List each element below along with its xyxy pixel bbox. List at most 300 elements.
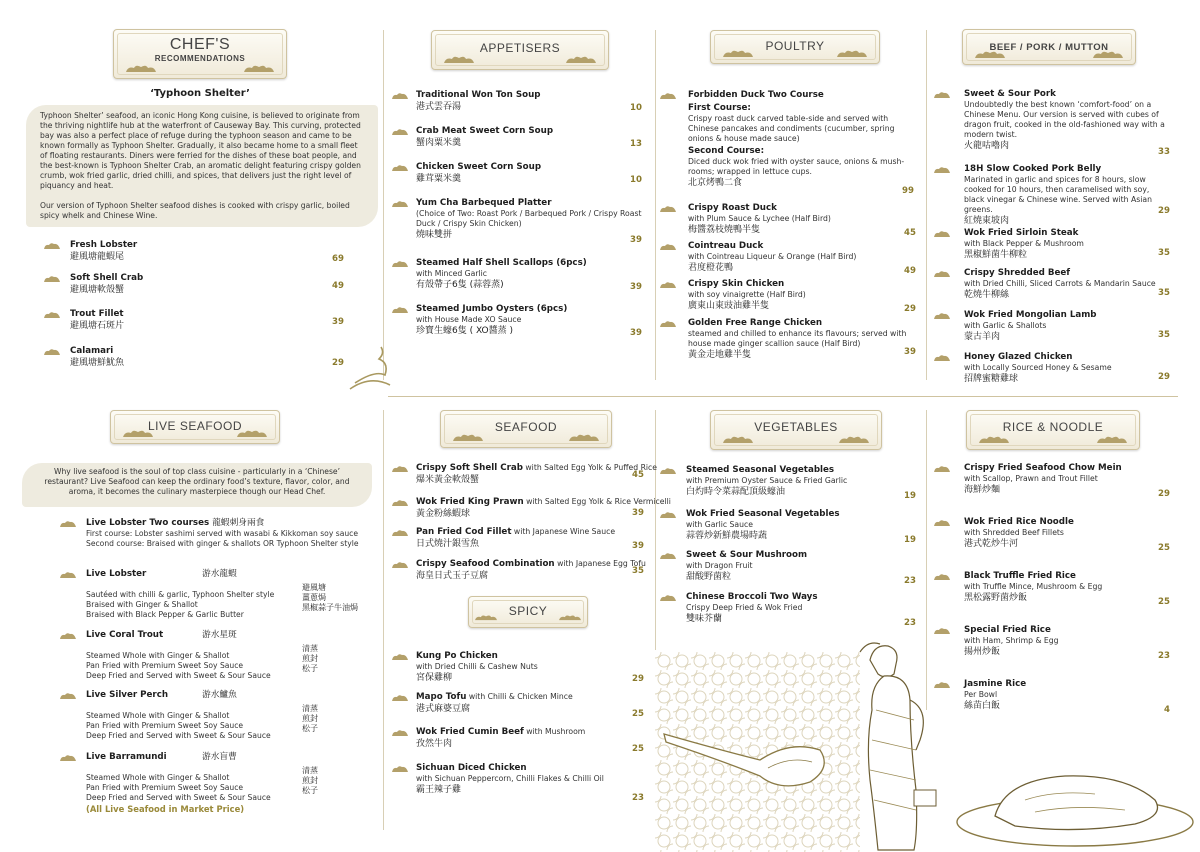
cloud-ornament-icon — [839, 435, 869, 444]
item-description: with Cointreau Liqueur & Orange (Half Bird) — [688, 252, 857, 261]
item-chinese-name: 梅醬荔枝燒鴨半隻 — [688, 225, 761, 235]
item-description: Crispy Deep Fried & Wok Fried — [686, 603, 803, 612]
price: 45 — [632, 470, 644, 480]
cloud-ornament-icon — [453, 433, 483, 442]
column-divider — [926, 30, 927, 380]
roast-duck-illustration — [955, 760, 1200, 850]
price: 25 — [632, 744, 644, 754]
item-chinese-name: 避風塘鮮魷魚 — [70, 358, 125, 368]
rice-noodle-plaque — [966, 410, 1140, 450]
item-name: Honey Glazed Chicken — [964, 352, 1073, 362]
cloud-ornament-icon — [559, 613, 581, 622]
menu-item-pan-fried-cod-fillet — [392, 527, 644, 550]
preparation-chinese: 煎封 — [302, 714, 318, 723]
menu-item-steamed-jumbo-oysters-6pcs — [392, 304, 642, 337]
item-description: with Dried Chilli, Sliced Carrots & Mandarin Sauce — [964, 279, 1156, 288]
preparation-chinese: 黑椒蒜子牛油焗 — [302, 603, 358, 612]
item-name: Steamed Half Shell Scallops (6pcs) — [416, 258, 587, 268]
menu-item-live-silver-perch — [60, 690, 380, 740]
item-chinese-name: 游水龍蝦 — [202, 569, 237, 579]
item-name: Crispy Fried Seafood Chow Mein — [964, 463, 1122, 473]
vegetables-title: VEGETABLES — [754, 420, 838, 434]
preparation-style: Steamed Whole with Ginger & Shallot — [86, 651, 230, 660]
item-chinese-name: 乾燒牛柳絲 — [964, 290, 1010, 300]
item-chinese-name: 雙味芥蘭 — [686, 614, 723, 624]
menu-item-special-fried-rice — [934, 625, 1170, 661]
menu-item-crab-meat-sweet-corn-soup — [392, 126, 642, 149]
cloud-bullet-icon — [934, 519, 950, 527]
cloud-bullet-icon — [60, 754, 76, 762]
price: 19 — [904, 491, 916, 501]
preparation-style: Steamed Whole with Ginger & Shallot — [86, 711, 230, 720]
item-description: steamed and chilled to enhance its flavours; served with house made ginger scallion sauce (Half Bird) — [688, 329, 907, 348]
item-description: with Minced Garlic — [416, 269, 488, 278]
item-name: Crispy Soft Shell Crab — [416, 463, 523, 473]
item-with: with Mushroom — [523, 727, 586, 736]
item-name: Steamed Jumbo Oysters (6pcs) — [416, 304, 568, 314]
item-chinese-name: 雞茸粟米羹 — [416, 174, 462, 184]
item-chinese-name: 甜酸野菌粒 — [686, 572, 732, 582]
menu-item-crispy-seafood-combination — [392, 559, 644, 582]
cloud-bullet-icon — [660, 92, 676, 100]
swirl-ornament — [345, 345, 395, 395]
menu-item-chicken-sweet-corn-soup — [392, 162, 642, 185]
column-divider — [655, 410, 656, 650]
item-name: Live Coral Trout — [86, 630, 164, 640]
preparation-chinese: 薑蔥焗 — [302, 593, 326, 602]
appetisers-plaque — [431, 30, 609, 70]
item-chinese-name: 蒜蓉炒新鮮農場時蔬 — [686, 531, 768, 541]
cloud-ornament-icon — [566, 55, 596, 64]
preparation-style: Braised with Black Pepper & Garlic Butter — [86, 610, 244, 619]
price: 35 — [1158, 330, 1170, 340]
item-name: Crispy Shredded Beef — [964, 268, 1071, 278]
price: 39 — [630, 235, 642, 245]
cloud-ornament-icon — [123, 429, 153, 438]
item-name: 18H Slow Cooked Pork Belly — [964, 164, 1102, 174]
cloud-ornament-icon — [569, 433, 599, 442]
item-name: Wok Fried Cumin Beef — [416, 727, 524, 737]
cloud-bullet-icon — [660, 511, 676, 519]
item-description: with Premium Oyster Sauce & Fried Garlic — [686, 476, 848, 485]
item-name: Live Barramundi — [86, 752, 167, 762]
seafood-plaque — [440, 410, 612, 448]
item-name: Sweet & Sour Mushroom — [686, 550, 808, 560]
item-description: with soy vinaigrette (Half Bird) — [688, 290, 806, 299]
item-chinese-name: 游水星斑 — [202, 630, 237, 640]
preparation-chinese: 清蒸 — [302, 766, 318, 775]
item-chinese-name: 孜然牛肉 — [416, 739, 453, 749]
menu-item-crispy-soft-shell-crab — [392, 463, 658, 486]
cloud-bullet-icon — [660, 320, 676, 328]
item-chinese-name: 避風塘軟殼蟹 — [70, 285, 125, 295]
menu-item-trout-fillet — [44, 309, 344, 332]
item-chinese-name: 燒味雙拼 — [416, 230, 453, 240]
menu-item-forbidden-duck: Forbidden Duck Two Course First Course: Crispy roast duck carved table-side and served with Chinese pancakes and condiments (cucumber, spring onions & house made sauce) Second Course: Diced duck wok fried with oyster sauce, onions & mush-rooms; wrapped in lettuce cups. 北京烤鴨二食 99 — [660, 90, 916, 189]
chefs-title: CHEF'S — [169, 36, 231, 53]
item-name: Calamari — [70, 346, 114, 356]
price: 4 — [1164, 705, 1170, 715]
preparation-chinese: 松子 — [302, 724, 318, 733]
menu-item-crispy-fried-seafood-chow-mein — [934, 463, 1170, 499]
item-with: with Japanese Egg Tofu — [554, 559, 646, 568]
menu-item-live-coral-trout — [60, 630, 380, 680]
item-name: Crispy Roast Duck — [688, 203, 777, 213]
cloud-ornament-icon — [837, 49, 867, 58]
cloud-bullet-icon — [392, 465, 408, 473]
item-chinese-name: 黃金走地雞半隻 — [688, 350, 752, 360]
item-name: Jasmine Rice — [964, 679, 1027, 689]
menu-item-mapo-tofu — [392, 692, 644, 719]
item-chinese-name: 招牌蜜糖雞球 — [964, 374, 1019, 384]
menu-item-live-lobster-two-courses: Live Lobster Two courses 龍蝦刺身兩食 First course: Lobster sashimi served with wasabi & Kikkoman soy sauce Second course: Braised with ginger & shallots OR Typhoon Shelter style — [60, 518, 380, 549]
price: 10 — [630, 103, 642, 113]
menu-item-golden-free-range-chicken — [660, 318, 916, 361]
menu-item-black-truffle-fried-rice — [934, 571, 1170, 607]
price: 25 — [1158, 597, 1170, 607]
menu-item-sichuan-diced-chicken — [392, 763, 644, 803]
cloud-ornament-icon — [126, 64, 156, 73]
item-name: Special Fried Rice — [964, 625, 1051, 635]
cloud-bullet-icon — [44, 311, 60, 319]
price: 29 — [1158, 206, 1170, 216]
preparation-chinese: 清蒸 — [302, 704, 318, 713]
item-chinese-name: 宮保雞柳 — [416, 673, 453, 683]
price: 39 — [630, 282, 642, 292]
menu-item-chinese-broccoli-two-ways — [660, 592, 916, 628]
item-name: Wok Fried Rice Noodle — [964, 517, 1074, 527]
cloud-bullet-icon — [392, 653, 408, 661]
menu-item-wok-fried-seasonal-vegetables — [660, 509, 916, 545]
item-chinese-name: 蟹肉粟米羹 — [416, 138, 462, 148]
price: 39 — [632, 541, 644, 551]
item-description: Undoubtedly the best known ‘comfort-food’ on a Chinese Menu. Our version is served with cubes of dragon fruit, cooked in the old-fashioned way with a modern twist. — [964, 100, 1165, 139]
cloud-bullet-icon — [392, 128, 408, 136]
preparation-chinese: 煎封 — [302, 776, 318, 785]
menu-item-cointreau-duck — [660, 241, 916, 274]
cloud-ornament-icon — [1097, 435, 1127, 444]
chefs-subtitle: RECOMMENDATIONS — [154, 54, 246, 63]
item-chinese-name: 海皇日式玉子豆腐 — [416, 571, 489, 581]
price: 23 — [904, 576, 916, 586]
preparation-style: Pan Fried with Premium Sweet Soy Sauce — [86, 783, 244, 792]
item-name: Live Lobster — [86, 569, 147, 579]
item-chinese-name: 黑松露野菌炒飯 — [964, 593, 1028, 603]
item-name: Traditional Won Ton Soup — [416, 90, 541, 100]
item-chinese-name: 絲苗白飯 — [964, 701, 1001, 711]
poultry-plaque — [710, 30, 880, 64]
item-name: Fresh Lobster — [70, 240, 138, 250]
preparation-chinese: 松子 — [302, 786, 318, 795]
item-description: with Shredded Beef Fillets — [964, 528, 1064, 537]
appetisers-title: APPETISERS — [479, 41, 561, 55]
item-chinese-name: 揚州炒飯 — [964, 647, 1001, 657]
item-chinese-name: 避風塘龍蝦尾 — [70, 252, 125, 262]
item-name: Black Truffle Fried Rice — [964, 571, 1076, 581]
cloud-bullet-icon — [392, 164, 408, 172]
cloud-bullet-icon — [934, 166, 950, 174]
menu-item-calamari — [44, 346, 344, 369]
price: 29 — [904, 304, 916, 314]
poultry-title: POULTRY — [765, 39, 825, 53]
item-chinese-name: 紅燒東坡肉 — [964, 216, 1010, 226]
item-name: Crab Meat Sweet Corn Soup — [416, 126, 554, 136]
price: 39 — [332, 317, 344, 327]
menu-item-wok-fried-mongolian-lamb — [934, 310, 1170, 343]
item-description: with Dragon Fruit — [686, 561, 753, 570]
cloud-ornament-icon — [237, 429, 267, 438]
item-chinese-name: 君度橙花鴨 — [688, 263, 734, 273]
item-chinese-name: 游水盲曹 — [202, 752, 237, 762]
beef-pork-mutton-plaque — [962, 29, 1136, 65]
cloud-bullet-icon — [934, 230, 950, 238]
item-name: Golden Free Range Chicken — [688, 318, 823, 328]
item-chinese-name: 黑椒鮮菌牛柳粒 — [964, 250, 1028, 260]
item-chinese-name: 廣東山東豉油雞半隻 — [688, 301, 770, 311]
cloud-bullet-icon — [60, 520, 76, 528]
menu-item-fresh-lobster — [44, 240, 344, 263]
item-chinese-name: 黃金粉絲蝦球 — [416, 509, 471, 519]
preparation-chinese: 清蒸 — [302, 644, 318, 653]
item-name: Pan Fried Cod Fillet — [416, 527, 512, 537]
cloud-bullet-icon — [934, 627, 950, 635]
rice-title: RICE & NOODLE — [1002, 420, 1104, 434]
typhoon-shelter-heading: ‘Typhoon Shelter’ — [150, 88, 250, 99]
cloud-bullet-icon — [392, 92, 408, 100]
menu-item-18h-slow-cooked-pork-belly — [934, 164, 1170, 227]
item-chinese-name: 港式雲吞湯 — [416, 102, 462, 112]
item-description: (Choice of Two: Roast Pork / Barbequed Pork / Crispy Roast Duck / Crispy Skin Chicken) — [416, 209, 642, 228]
item-description: with House Made XO Sauce — [416, 315, 522, 324]
item-name: Crispy Skin Chicken — [688, 279, 785, 289]
item-chinese-name: 霸王辣子雞 — [416, 785, 462, 795]
cloud-bullet-icon — [934, 270, 950, 278]
chefs-recommendations-plaque — [113, 29, 287, 79]
item-description: with Locally Sourced Honey & Sesame — [964, 363, 1112, 372]
price: 25 — [1158, 543, 1170, 553]
cloud-bullet-icon — [392, 729, 408, 737]
cloud-bullet-icon — [934, 573, 950, 581]
menu-item-honey-glazed-chicken — [934, 352, 1170, 385]
item-name: Live Silver Perch — [86, 690, 169, 700]
price: 99 — [902, 186, 914, 196]
menu-item-crispy-skin-chicken — [660, 279, 916, 312]
item-chinese-name: 港式麻婆豆腐 — [416, 704, 471, 714]
live-seafood-footer: (All Live Seafood in Market Price) — [86, 804, 245, 814]
preparation-style: Steamed Whole with Ginger & Shallot — [86, 773, 230, 782]
item-name: Wok Fried Sirloin Steak — [964, 228, 1079, 238]
cloud-bullet-icon — [392, 499, 408, 507]
typhoon-shelter-intro: Typhoon Shelter’ seafood, an iconic Hong Kong cuisine, is believed to originate from the thriving nightlife hub at the waterfront of Causeway Bay. This curving, protected bay was also a perfect place of refuge during the typhoon season and came to be known formally as Typhoon Shelter. Gradually, it also became home to a small fleet of floating restaurants. Diners were ferried for the dishes of these boat people, and the best-known is Typhoon Shelter Crab, an aromatic delight featuring crispy golden crumb, wok fried garlic, dried chilli, and spices, that delivers just the right level of piquancy and heat. Our version of Typhoon Shelter seafood dishes is cooked with crispy garlic, boiled spicy whelk and Chinese Wine. — [26, 105, 378, 227]
price: 35 — [1158, 288, 1170, 298]
live-seafood-plaque — [110, 410, 280, 444]
preparation-style: Sautéed with chilli & garlic, Typhoon Shelter style — [86, 590, 275, 599]
preparation-chinese: 避風塘 — [302, 583, 326, 592]
menu-item-jasmine-rice — [934, 679, 1170, 715]
price: 35 — [1158, 248, 1170, 258]
item-with: with Salted Egg Yolk & Puffed Rice — [522, 463, 658, 472]
item-name: Steamed Seasonal Vegetables — [686, 465, 835, 475]
spicy-title: SPICY — [508, 604, 548, 618]
section-divider — [388, 396, 1178, 397]
price: 25 — [632, 709, 644, 719]
menu-item-live-barramundi — [60, 752, 380, 802]
cloud-bullet-icon — [392, 561, 408, 569]
qipao-lady-illustration — [830, 640, 950, 852]
item-chinese-name: 有殼帶子6隻 (蒜蓉蒸) — [416, 280, 504, 290]
price: 23 — [1158, 651, 1170, 661]
price: 45 — [904, 228, 916, 238]
item-chinese-name: 火龍咕嚕肉 — [964, 141, 1010, 151]
preparation-style: Deep Fried and Served with Sweet & Sour Sauce — [86, 731, 271, 740]
live-seafood-intro: Why live seafood is the soul of top class cuisine - particularly in a ‘Chinese’ restaurant? Live Seafood can keep the ordinary food’s texture, flavor, color, and aroma, it becomes the culinary masterpiece though our Head Chef. — [22, 463, 372, 507]
price: 23 — [904, 618, 916, 628]
menu-item-crispy-shredded-beef — [934, 268, 1170, 301]
item-description: with Truffle Mince, Mushroom & Egg — [964, 582, 1103, 591]
cloud-bullet-icon — [934, 354, 950, 362]
live-seafood-title: LIVE SEAFOOD — [147, 419, 243, 433]
preparation-style: Braised with Ginger & Shallot — [86, 600, 198, 609]
cloud-bullet-icon — [44, 348, 60, 356]
preparation-style: Deep Fried and Served with Sweet & Sour Sauce — [86, 793, 271, 802]
menu-item-crispy-roast-duck — [660, 203, 916, 236]
menu-item-soft-shell-crab — [44, 273, 344, 296]
menu-item-wok-fried-rice-noodle — [934, 517, 1170, 553]
menu-item-yum-cha-barbequed-platter — [392, 198, 642, 245]
item-chinese-name: 珍寶生蠔6隻 ( XO醬蒸 ) — [416, 326, 514, 336]
cloud-bullet-icon — [660, 205, 676, 213]
item-chinese-name: 港式乾炒牛河 — [964, 539, 1019, 549]
item-with: with Salted Egg Yolk & Rice Vermicelli — [523, 497, 671, 506]
item-chinese-name: 爆米黃金軟殼蟹 — [416, 475, 480, 485]
menu-item-wok-fried-cumin-beef — [392, 727, 644, 754]
price: 35 — [632, 566, 644, 576]
cloud-bullet-icon — [660, 281, 676, 289]
price: 69 — [332, 254, 344, 264]
item-description: Per Bowl — [964, 690, 998, 699]
price: 39 — [904, 347, 916, 357]
cloud-bullet-icon — [392, 694, 408, 702]
item-with: with Chilli & Chicken Mince — [466, 692, 573, 701]
cloud-bullet-icon — [60, 692, 76, 700]
price: 23 — [632, 793, 644, 803]
item-chinese-name: 蒙古羊肉 — [964, 332, 1001, 342]
price: 10 — [630, 175, 642, 185]
preparation-chinese: 松子 — [302, 664, 318, 673]
item-description: with Sichuan Peppercorn, Chilli Flakes & Chilli Oil — [416, 774, 604, 783]
item-description: with Dried Chilli & Cashew Nuts — [416, 662, 538, 671]
cloud-bullet-icon — [392, 260, 408, 268]
price: 39 — [630, 328, 642, 338]
beef-title: BEEF / PORK / MUTTON — [989, 42, 1109, 53]
item-description: with Plum Sauce & Lychee (Half Bird) — [688, 214, 831, 223]
cloud-bullet-icon — [660, 594, 676, 602]
column-divider — [383, 410, 384, 830]
cloud-bullet-icon — [392, 306, 408, 314]
item-name: Wok Fried Mongolian Lamb — [964, 310, 1097, 320]
item-chinese-name: 白灼時令菜蒜配頂級蠔油 — [686, 487, 786, 497]
menu-item-steamed-seasonal-vegetables — [660, 465, 916, 501]
preparation-chinese: 煎封 — [302, 654, 318, 663]
item-name: Sweet & Sour Pork — [964, 89, 1056, 99]
price: 49 — [904, 266, 916, 276]
cloud-bullet-icon — [392, 529, 408, 537]
cloud-bullet-icon — [392, 765, 408, 773]
cloud-ornament-icon — [723, 435, 753, 444]
price: 13 — [630, 139, 642, 149]
cloud-ornament-icon — [723, 49, 753, 58]
item-name: Crispy Seafood Combination — [416, 559, 555, 569]
cloud-bullet-icon — [60, 571, 76, 579]
cloud-bullet-icon — [934, 91, 950, 99]
price: 29 — [632, 674, 644, 684]
item-description: with Ham, Shrimp & Egg — [964, 636, 1059, 645]
cloud-ornament-icon — [975, 50, 1005, 59]
item-name: Trout Fillet — [70, 309, 124, 319]
cloud-bullet-icon — [934, 465, 950, 473]
menu-item-traditional-won-ton-soup — [392, 90, 642, 113]
cloud-ornament-icon — [979, 435, 1009, 444]
item-name: Sichuan Diced Chicken — [416, 763, 527, 773]
price: 29 — [332, 358, 344, 368]
cloud-ornament-icon — [444, 55, 474, 64]
vegetables-plaque — [710, 410, 882, 450]
cloud-bullet-icon — [660, 467, 676, 475]
price: 39 — [632, 508, 644, 518]
cloud-ornament-icon — [475, 613, 497, 622]
item-name: Cointreau Duck — [688, 241, 764, 251]
menu-item-wok-fried-sirloin-steak — [934, 228, 1170, 261]
item-name: Mapo Tofu — [416, 692, 467, 702]
cloud-bullet-icon — [660, 243, 676, 251]
cloud-ornament-icon — [1093, 50, 1123, 59]
column-divider — [383, 30, 384, 380]
cloud-bullet-icon — [44, 275, 60, 283]
price: 29 — [1158, 372, 1170, 382]
item-chinese-name: 避風塘石斑片 — [70, 321, 125, 331]
item-name: Yum Cha Barbequed Platter — [416, 198, 552, 208]
item-name: Kung Po Chicken — [416, 651, 498, 661]
cloud-bullet-icon — [934, 312, 950, 320]
item-name: Soft Shell Crab — [70, 273, 144, 283]
spoon-illustration — [660, 720, 830, 810]
item-description: with Scallop, Prawn and Trout Fillet — [964, 474, 1098, 483]
menu-item-wok-fried-king-prawn — [392, 497, 671, 520]
item-description: with Garlic & Shallots — [964, 321, 1047, 330]
item-description: with Garlic Sauce — [686, 520, 753, 529]
item-description: Marinated in garlic and spices for 8 hours, slow cooked for 10 hours, then caramelised with soy, black vinegar & Chinese wine. Served with Asian greens. — [964, 175, 1152, 214]
menu-item-kung-po-chicken — [392, 651, 644, 684]
item-chinese-name: 海鮮炒麵 — [964, 485, 1001, 495]
cloud-ornament-icon — [244, 64, 274, 73]
item-name: Chicken Sweet Corn Soup — [416, 162, 542, 172]
item-name: Wok Fried Seasonal Vegetables — [686, 509, 840, 519]
spicy-plaque — [468, 596, 588, 628]
preparation-style: Deep Fried and Served with Sweet & Sour Sauce — [86, 671, 271, 680]
item-chinese-name: 日式燒汁銀雪魚 — [416, 539, 480, 549]
price: 19 — [904, 535, 916, 545]
cloud-bullet-icon — [660, 552, 676, 560]
item-description: with Black Pepper & Mushroom — [964, 239, 1084, 248]
menu-item-sweet-sour-mushroom — [660, 550, 916, 586]
price: 33 — [1158, 147, 1170, 157]
menu-item-steamed-half-shell-scallops-6pcs — [392, 258, 642, 291]
menu-item-sweet-sour-pork — [934, 89, 1170, 157]
cloud-bullet-icon — [392, 200, 408, 208]
preparation-style: Pan Fried with Premium Sweet Soy Sauce — [86, 661, 244, 670]
item-name: Wok Fried King Prawn — [416, 497, 524, 507]
cloud-bullet-icon — [44, 242, 60, 250]
